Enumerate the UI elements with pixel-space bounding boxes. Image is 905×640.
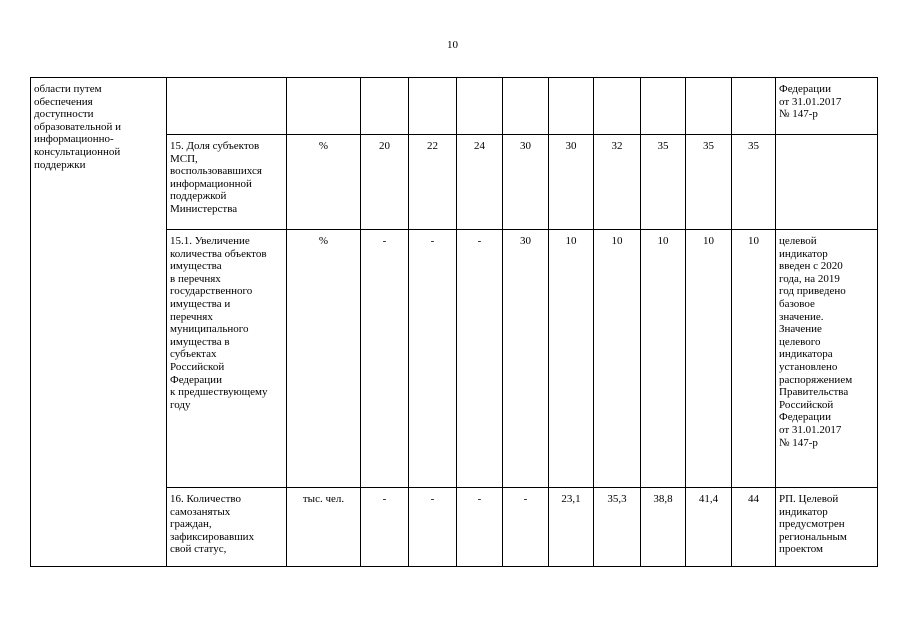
value-cell: 44: [732, 488, 776, 567]
value-cell: -: [457, 488, 503, 567]
note-cell: целевой индикатор введен с 2020 года, на 2019 год приведено базовое значение. Значение целевого индикатора установлено распоряжением Правительства Российской Федерации от 31.01.2017 № 147-р: [776, 230, 878, 488]
value-cell: 38,8: [641, 488, 686, 567]
value-cell: 30: [549, 135, 594, 230]
value-cell: 20: [361, 135, 409, 230]
value-cell: [361, 78, 409, 135]
value-cell: -: [409, 488, 457, 567]
value-cell: [457, 78, 503, 135]
note-cell: РП. Целевой индикатор предусмотрен региональным проектом: [776, 488, 878, 567]
note-cell: [776, 135, 878, 230]
value-cell: [594, 78, 641, 135]
value-cell: 35: [686, 135, 732, 230]
value-cell: [503, 78, 549, 135]
note-cell: Федерации от 31.01.2017 № 147-р: [776, 78, 878, 135]
value-cell: 24: [457, 135, 503, 230]
value-cell: 10: [594, 230, 641, 488]
unit-cell: %: [287, 135, 361, 230]
indicators-table: [30, 77, 878, 567]
value-cell: -: [457, 230, 503, 488]
value-cell: [409, 78, 457, 135]
value-cell: 41,4: [686, 488, 732, 567]
unit-cell: [287, 78, 361, 135]
value-cell: -: [361, 488, 409, 567]
value-cell: [732, 78, 776, 135]
value-cell: 10: [686, 230, 732, 488]
value-cell: 35: [732, 135, 776, 230]
value-cell: 10: [549, 230, 594, 488]
indicator-cell: 15. Доля субъектов МСП, воспользовавшихся информационной поддержкой Министерства: [167, 135, 287, 230]
value-cell: [549, 78, 594, 135]
value-cell: 35,3: [594, 488, 641, 567]
value-cell: -: [361, 230, 409, 488]
value-cell: -: [503, 488, 549, 567]
indicator-cell: 16. Количество самозанятых граждан, зафиксировавших свой статус,: [167, 488, 287, 567]
unit-cell: %: [287, 230, 361, 488]
value-cell: 10: [732, 230, 776, 488]
value-cell: [641, 78, 686, 135]
page-number: 10: [447, 39, 458, 51]
table-row: [31, 78, 878, 135]
value-cell: 22: [409, 135, 457, 230]
indicator-cell: [167, 78, 287, 135]
value-cell: [686, 78, 732, 135]
value-cell: 32: [594, 135, 641, 230]
value-cell: 30: [503, 135, 549, 230]
value-cell: 30: [503, 230, 549, 488]
unit-cell: тыс. чел.: [287, 488, 361, 567]
value-cell: -: [409, 230, 457, 488]
value-cell: 35: [641, 135, 686, 230]
goal-description-cell: области путем обеспечения доступности образовательной и информационно- консультационной поддержки: [31, 78, 167, 567]
value-cell: 10: [641, 230, 686, 488]
indicator-cell: 15.1. Увеличение количества объектов имущества в перечнях государственного имущества и перечнях муниципального имущества в субъектах Российской Федерации к предшествующему году: [167, 230, 287, 488]
value-cell: 23,1: [549, 488, 594, 567]
